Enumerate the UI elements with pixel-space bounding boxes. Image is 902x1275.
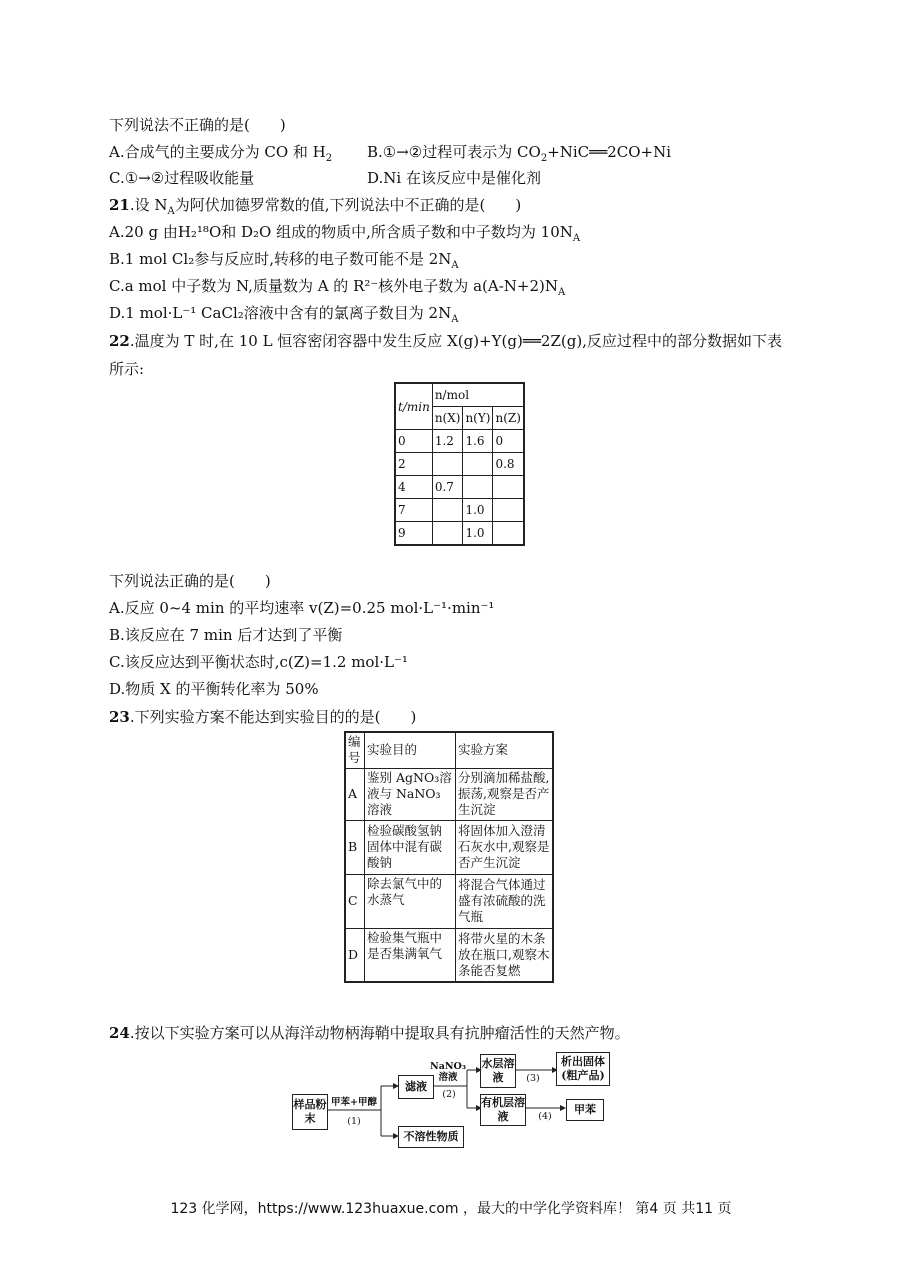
table-cell: 将固体加入澄清石灰水中,观察是否产生沉淀 [456, 820, 554, 874]
q22-number: 22 [109, 332, 130, 350]
q21-stem-post: 为阿伏加德罗常数的值,下列说法中不正确的是( ) [174, 196, 522, 214]
table-cell: 0.8 [493, 453, 524, 476]
q21-option-b-sub: A [451, 260, 459, 271]
q22-stem-line2: 所示: [109, 360, 145, 378]
q21-option-d-sub: A [451, 314, 459, 325]
table-cell: 1.0 [463, 522, 493, 546]
flow-insoluble-box: 不溶性物质 [398, 1126, 464, 1148]
flow-organic-box: 有机层溶液 [480, 1094, 526, 1126]
q21-stem-sub: A [167, 206, 175, 217]
q21-option-a-text: A.20 g 由H₂¹⁸O和 D₂O 组成的物质中,所含质子数和中子数均为 10N [109, 223, 573, 241]
q20-option-d: D.Ni 在该反应中是催化剂 [367, 169, 541, 187]
table-header-cell: n(X) [432, 407, 463, 430]
table-cell: 7 [395, 499, 432, 522]
q20-option-a-sub: 2 [325, 153, 333, 164]
table-cell: 1.0 [463, 499, 493, 522]
q20-option-b-text: B.①→②过程可表示为 CO [367, 143, 541, 161]
table-header-cell: n(Y) [463, 407, 493, 430]
q22-stem-line1: .温度为 T 时,在 10 L 恒容密闭容器中发生反应 X(g)+Y(g)══2Z(g),反应过程中的部分数据如下表 [129, 332, 782, 350]
table-cell: C [345, 874, 365, 928]
q21-option-b-text: B.1 mol Cl₂参与反应时,转移的电子数可能不是 2N [109, 250, 452, 268]
table-header-cell: 编号 [345, 732, 365, 768]
table-cell: 鉴别 AgNO₃溶液与 NaNO₃溶液 [365, 768, 456, 820]
page-footer: 123 化学网，https://www.123huaxue.com ，最大的中学化学资料库！ 第4 页 共11 页 [170, 1201, 732, 1217]
q24-number: 24 [109, 1024, 130, 1042]
q22-option-a: A.反应 0~4 min 的平均速率 v(Z)=0.25 mol·L⁻¹·min⁻¹ [109, 599, 495, 617]
table-header-cell: n(Z) [493, 407, 524, 430]
q22-option-b: B.该反应在 7 min 后才达到了平衡 [109, 626, 343, 644]
q21-option-c-sub: A [557, 287, 566, 298]
q21-option-d-text: D.1 mol·L⁻¹ CaCl₂溶液中含有的氯离子数目为 2N [109, 304, 452, 322]
table-cell: 4 [395, 476, 432, 499]
table-cell: 除去氯气中的水蒸气 [365, 874, 456, 928]
q24-stem-text: .按以下实验方案可以从海洋动物柄海鞘中提取具有抗肿瘤活性的天然产物。 [129, 1024, 630, 1042]
q23-number: 23 [109, 708, 130, 726]
table-cell: 0 [493, 430, 524, 453]
table-header-cell: 实验方案 [456, 732, 554, 768]
q21-number: 21 [109, 196, 130, 214]
table-cell: 检验碳酸氢钠固体中混有碳酸钠 [365, 820, 456, 874]
q20-option-a-text: A.合成气的主要成分为 CO 和 H [109, 143, 326, 161]
table-cell: 2 [395, 453, 432, 476]
table-cell: 0 [395, 430, 432, 453]
table-cell: 9 [395, 522, 432, 546]
flow-step1-label: 甲苯+甲醇 [331, 1097, 377, 1108]
table-cell: B [345, 820, 365, 874]
flow-step2-label: NaNO₃溶液 [430, 1061, 466, 1083]
q20-option-c: C.①→②过程吸收能量 [109, 169, 255, 187]
flow-sample-box: 样品粉末 [292, 1094, 328, 1130]
q20-option-b-sub: 2 [540, 153, 548, 164]
q21-option-c-text: C.a mol 中子数为 N,质量数为 A 的 R²⁻核外电子数为 a(A-N+2)N [109, 277, 558, 295]
table-cell: 检验集气瓶中是否集满氧气 [365, 928, 456, 982]
flow-filtrate-box: 滤液 [398, 1075, 434, 1099]
flow-toluene-box: 甲苯 [566, 1099, 604, 1121]
table-cell: 分别滴加稀盐酸,振荡,观察是否产生沉淀 [456, 768, 554, 820]
table-header-cell: 实验目的 [365, 732, 456, 768]
flow-step4-num: (4) [538, 1111, 552, 1122]
q22-option-c: C.该反应达到平衡状态时,c(Z)=1.2 mol·L⁻¹ [109, 653, 408, 671]
table-cell: 0.7 [432, 476, 463, 499]
table-cell: 将带火星的木条放在瓶口,观察木条能否复燃 [456, 928, 554, 982]
q22-option-d: D.物质 X 的平衡转化率为 50% [109, 680, 319, 698]
table-cell: 1.2 [432, 430, 463, 453]
flow-aqueous-box: 水层溶液 [480, 1054, 516, 1088]
table-header-t: t/min [395, 383, 432, 430]
q20-stem: 下列说法不正确的是( ) [109, 116, 286, 134]
table-cell: 1.6 [463, 430, 493, 453]
q23-stem-text: .下列实验方案不能达到实验目的的是( ) [129, 708, 417, 726]
flow-step2-num: (2) [442, 1089, 456, 1100]
q22-ask: 下列说法正确的是( ) [109, 572, 271, 590]
q21-option-a-sub: A [572, 233, 581, 244]
table-header-n: n/mol [432, 383, 524, 407]
table-cell: D [345, 928, 365, 982]
flow-step3-num: (3) [526, 1073, 540, 1084]
flow-step1-num: (1) [347, 1116, 361, 1127]
q20-option-b-rest: +NiC══2CO+Ni [547, 143, 672, 161]
flow-solid-box: 析出固体(粗产品) [556, 1052, 610, 1086]
table-cell: A [345, 768, 365, 820]
table-cell: 将混合气体通过盛有浓硫酸的洗气瓶 [456, 874, 554, 928]
q21-stem-pre: .设 N [129, 196, 168, 214]
